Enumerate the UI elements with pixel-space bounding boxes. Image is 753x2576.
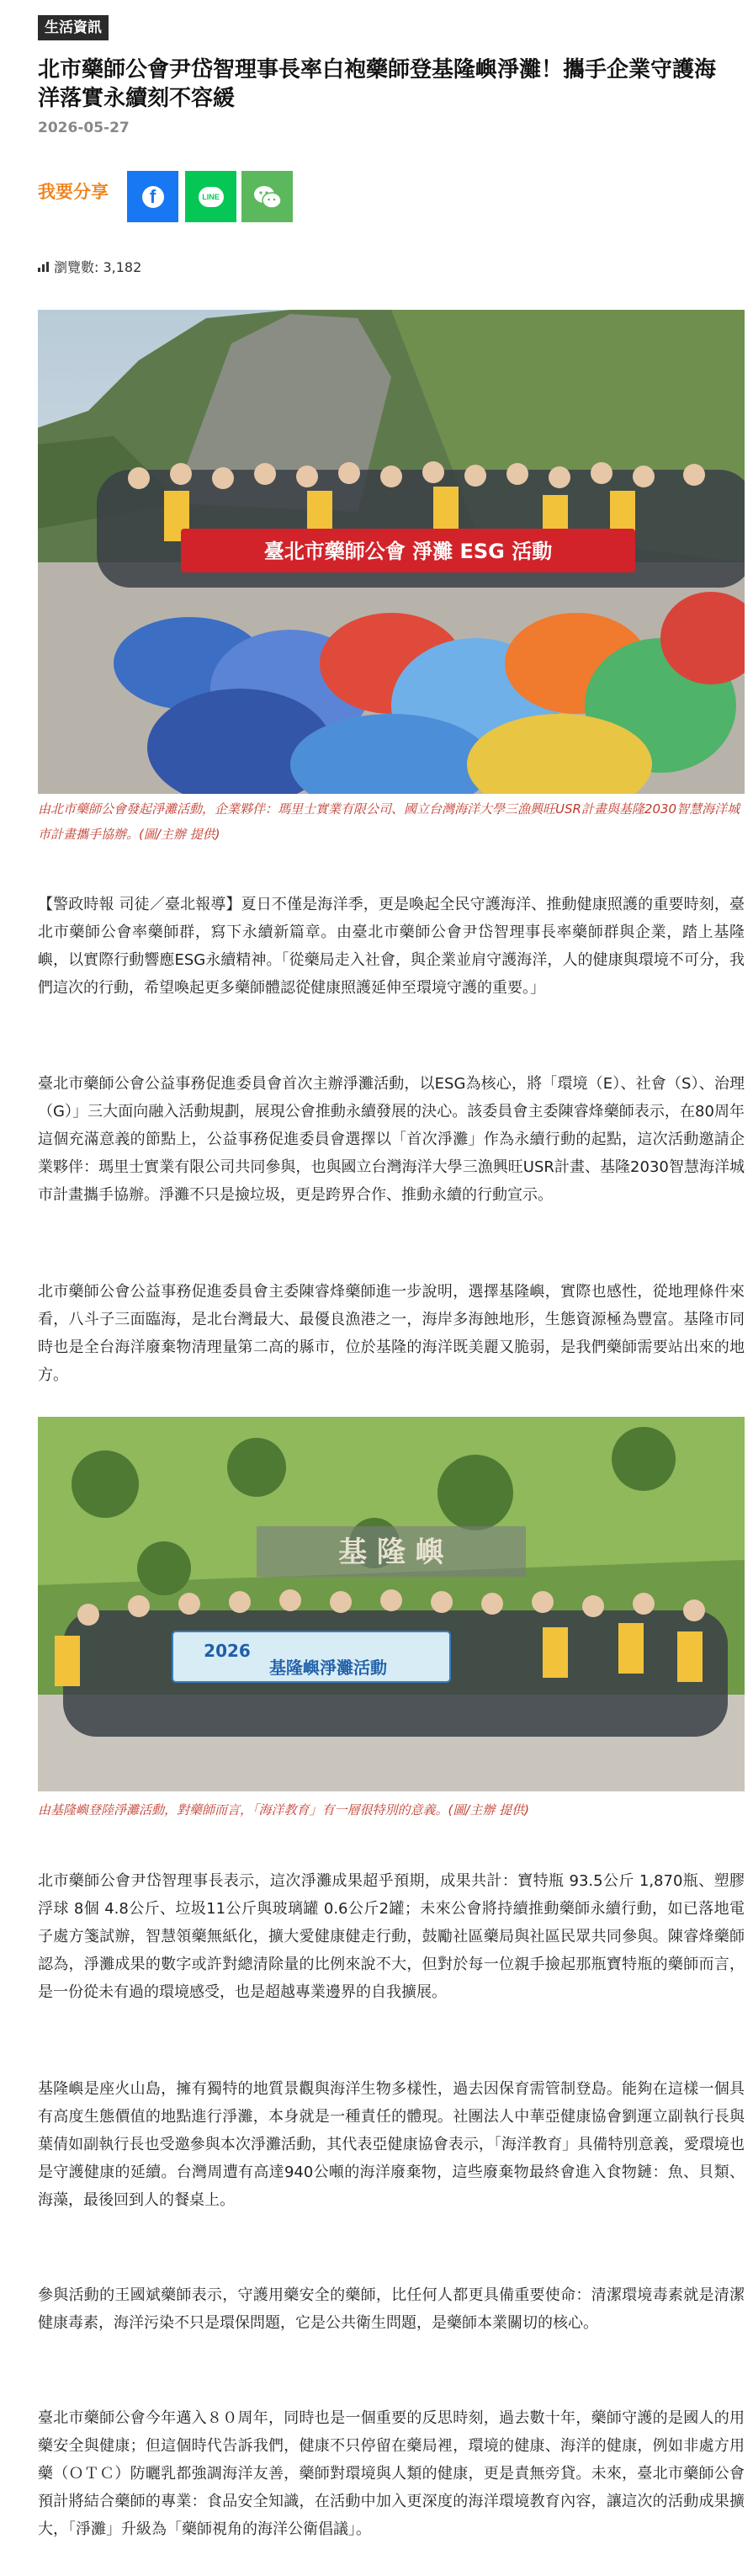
event-banner-2-text: 基隆嶼淨灘活動: [269, 1658, 387, 1678]
photo-2-caption: 由基隆嶼登陸淨灘活動，對藥師而言，「海洋教育」有一層很特別的意義。(圖/主辦 提供): [38, 1802, 530, 1818]
article-photo-2: [38, 1417, 745, 1791]
share-label: 我要分享: [38, 182, 109, 202]
wechat-icon: [253, 184, 282, 210]
line-icon: LINE: [199, 187, 224, 207]
article-photo-1: [38, 310, 745, 794]
article-paragraph: 【警政時報 司徒／臺北報導】夏日不僅是海洋季，更是喚起全民守護海洋、推動健康照護的重要時刻，臺北市藥師公會率藥師群，寫下永續新篇章。由臺北市藥師公會尹岱智理事長率藥師群與企業，踏上基隆嶼，以實際行動響應ESG永續精神。「從藥局走入社會，與企業並肩守護海洋，人的健康與環境不可分，我們這次的行動，希望喚起更多藥師體認從健康照護延伸至環境守護的重要。」: [38, 896, 745, 997]
article-title: 北市藥師公會尹岱智理事長率白袍藥師登基隆嶼淨灘！攜手企業守護海洋落實永續刻不容緩: [38, 57, 717, 111]
article-paragraph: 北市藥師公會尹岱智理事長表示，這次淨灘成果超乎預期，成果共計：寶特瓶 93.5公斤 1,870瓶、塑膠浮球 8個 4.8公斤、垃圾11公斤與玻璃罐 0.6公斤2罐；未來公會將持續推動藥師永續行動，如已落地電子處方箋試辦，智慧領藥無紙化，擴大愛健康健走行動，鼓勵社區藥局與社區民眾共同參與。陳睿烽藥師認為，淨灘成果的數字或許對總清除量的比例來說不大，但對於每一位親手撿起那瓶寶特瓶的藥師而言，是一份從未有過的環境感受，也是超越專業邊界的自我擴展。: [38, 1872, 745, 2001]
island-sign: [257, 1526, 526, 1577]
bar-chart-icon: [38, 262, 49, 272]
article-paragraph: 臺北市藥師公會公益事務促進委員會首次主辦淨灘活動，以ESG為核心，將「環境（E）、社會（S）、治理（G）」三大面向融入活動規劃，展現公會推動永續發展的決心。該委員會主委陳睿烽藥師表示，在80周年這個充滿意義的節點上，公益事務促進委員會選擇以「首次淨灘」作為永續行動的起點，這次活動邀請企業夥伴：瑪里士實業有限公司共同參與，也與國立台灣海洋大學三漁興旺USR計畫、基隆2030智慧海洋城市計畫攜手協辦。淨灘不只是撿垃圾，更是跨界合作、推動永續的行動宣示。: [38, 1075, 745, 1204]
share-line-button[interactable]: [185, 171, 236, 222]
share-wechat-button[interactable]: [241, 171, 293, 222]
view-count-text: 瀏覽數: 3,182: [54, 259, 142, 275]
article-paragraph: 基隆嶼是座火山島，擁有獨特的地質景觀與海洋生物多樣性，過去因保育需管制登島。能夠在這樣一個具有高度生態價值的地點進行淨灘，本身就是一種責任的體現。社團法人中華亞健康協會劉運立副執行長與葉倩如副執行長也受邀參與本次淨灘活動，其代表亞健康協會表示，「海洋教育」具備特別意義，愛環境也是守護健康的延續。台灣周遭有高達940公噸的海洋廢棄物，這些廢棄物最終會進入食物鏈：魚、貝類、海藻，最後回到人的餐桌上。: [38, 2080, 745, 2209]
article-paragraph: 參與活動的王國斌藥師表示，守護用藥安全的藥師，比任何人都更具備重要使命：清潔環境毒素就是清潔健康毒素，海洋污染不只是環保問題，它是公共衛生問題，是藥師本業關切的核心。: [38, 2286, 745, 2332]
article-paragraph: 北市藥師公會公益事務促進委員會主委陳睿烽藥師進一步說明，選擇基隆嶼，實際也感性，從地理條件來看，八斗子三面臨海，是北台灣最大、最優良漁港之一，海岸多海蝕地形，生態資源極為豐富。基隆市同時也是全台海洋廢棄物清理量第二高的縣市，位於基隆的海洋既美麗又脆弱，是我們藥師需要站出來的地方。: [38, 1283, 745, 1384]
view-count: [38, 257, 141, 276]
facebook-icon: f: [142, 186, 164, 208]
publish-date: 2026-05-27: [38, 120, 130, 136]
photo-1-caption: 由北市藥師公會發起淨灘活動，企業夥伴：瑪里士實業有限公司、國立台灣海洋大學三漁興旺USR計畫與基隆2030智慧海洋城市計畫攜手協辦。(圖/主辦 提供): [38, 801, 740, 842]
event-banner-text: 臺北市藥師公會 淨灘 ESG 活動: [263, 540, 553, 563]
share-facebook-button[interactable]: [127, 171, 178, 222]
category-badge[interactable]: 生活資訊: [38, 15, 109, 40]
event-banner-2-year: 2026: [204, 1641, 251, 1661]
article-paragraph: 臺北市藥師公會今年邁入８０周年，同時也是一個重要的反思時刻，過去數十年，藥師守護的是國人的用藥安全與健康；但這個時代告訴我們，健康不只停留在藥局裡，環境的健康、海洋的健康，例如非處方用藥（ＯＴＣ）防曬乳都強調海洋友善，藥師對環境與人類的健康，更是責無旁貸。未來，臺北市藥師公會預計將結合藥師的專業：食品安全知識，在活動中加入更深度的海洋環境教育內容，讓這次的活動成果擴大，「淨灘」升級為「藥師視角的海洋公衛倡議」。: [38, 2409, 745, 2538]
island-sign-text: 基 隆 嶼: [338, 1535, 444, 1569]
